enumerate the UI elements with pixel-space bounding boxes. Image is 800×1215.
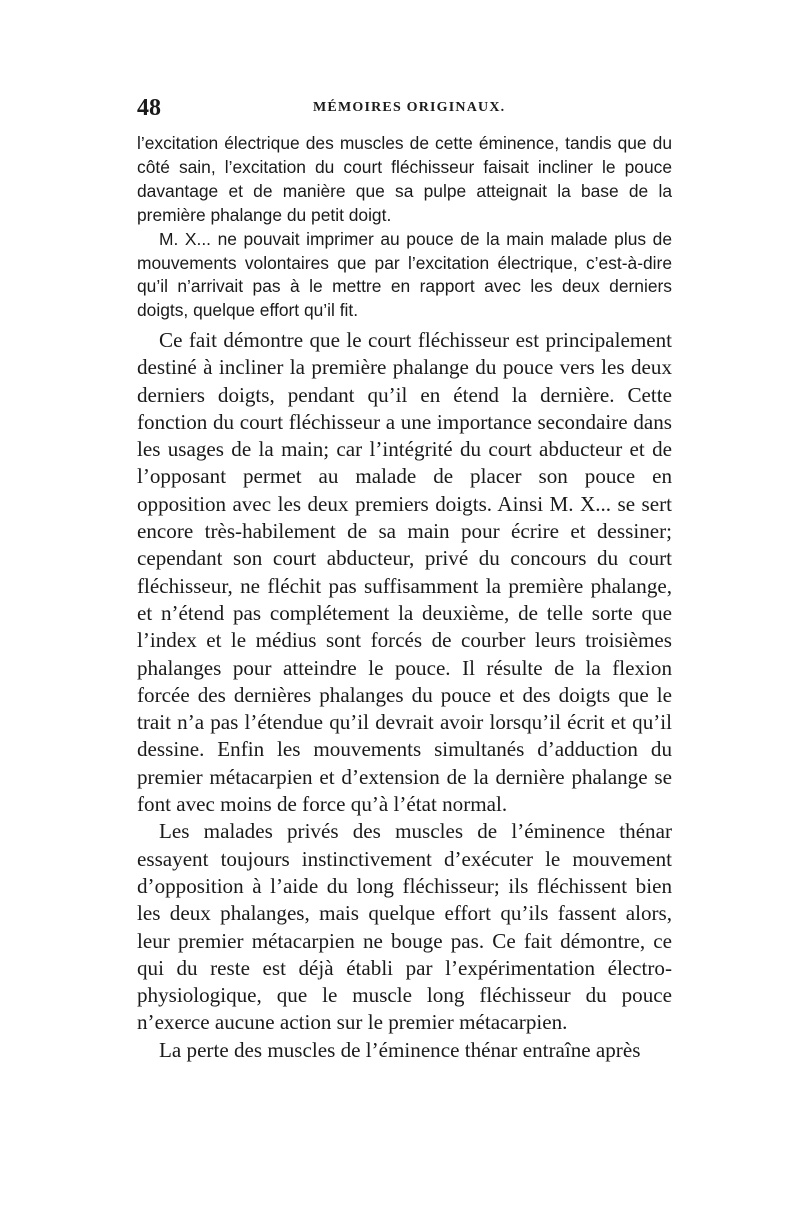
- page-header: [137, 94, 672, 128]
- page-number: 48: [137, 95, 161, 121]
- body-paragraph-2: Les malades privés des muscles de l’éminence thénar essayent toujours instinctivement d’exécuter le mouvement d’opposition à l’aide du long fléchisseur; ils fléchissent bien les deux phalanges, mais quelque effort qu’ils fassent alors, leur premier métacarpien ne bouge pas. Ce fait démontre, ce qui du reste est déjà établi par l’expérimentation électro-physiologique, que le muscle long fléchisseur du pouce n’exerce aucune action sur le premier métacarpien.: [137, 819, 672, 1035]
- small-print-text: [137, 132, 672, 323]
- body-paragraph-3: La perte des muscles de l’éminence thénar entraîne après: [159, 1037, 641, 1062]
- small-paragraph-2: M. X... ne pouvait imprimer au pouce de la main malade plus de mouvements volontaires que par l’excitation électrique, c’est-à-dire qu’il n’arrivait pas à le mettre en rapport avec les deux derniers doigts, quelque effort qu’il fit.: [137, 228, 672, 321]
- body-paragraph-1: Ce fait démontre que le court fléchisseur est principalement destiné à incliner la première phalange du pouce vers les deux derniers doigts, pendant qu’il en étend la dernière. Cette fonction du court fléchisseur a une importance secondaire dans les usages de la main; car l’intégrité du court abducteur et de l’opposant permet au malade de placer son pouce en opposition avec les deux premiers doigts. Ainsi M. X... se sert encore très-habilement de sa main pour écrire et dessiner; cependant son court abducteur, privé du concours du court fléchisseur, ne fléchit pas suffisamment la première phalange, et n’étend pas complétement la deuxième, de telle sorte que l’index et le médius sont forcés de courber leurs troisièmes phalanges pour atteindre le pouce. Il résulte de la flexion forcée des dernières phalanges du pouce et des doigts que le trait n’a pas l’étendue qu’il devrait avoir lorsqu’il écrit et qu’il dessine. Enfin les mouvements simultanés d’adduction du premier métacarpien et d’extension de la dernière phalange se font avec moins de force qu’à l’état normal.: [137, 328, 672, 817]
- running-head: MÉMOIRES ORIGINAUX.: [313, 100, 506, 115]
- main-text: [137, 327, 672, 1064]
- small-paragraph-1: l’excitation électrique des muscles de cette éminence, tandis que du côté sain, l’excitation du court fléchisseur faisait incliner le pouce davantage et de manière que sa pulpe atteignait la base de la première phalange du petit doigt.: [137, 133, 672, 225]
